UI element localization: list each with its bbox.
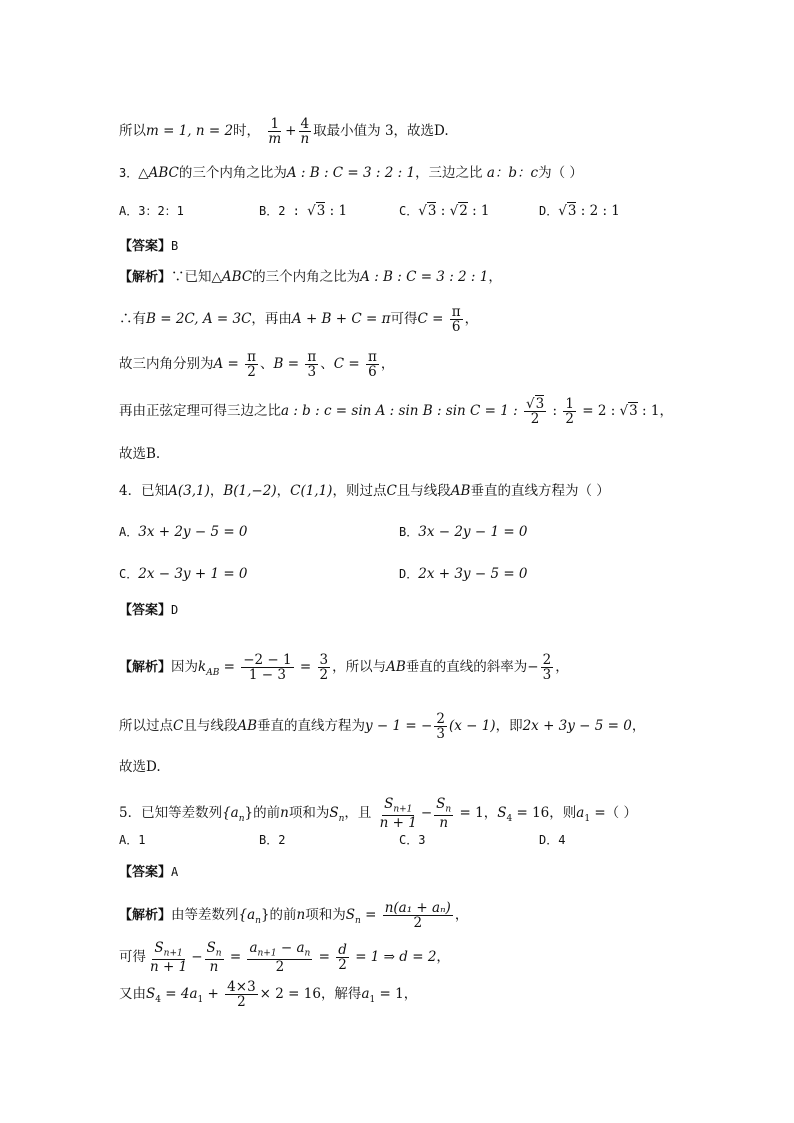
question-5-stem: 5．已知等差数列$\{a_n\}$的前n项和为$S_n$，且 $\frac{S_{n+1}}{n + 1}$ − $\frac{S_n}{n}$ = 1，$S_4 = 16$，则$a_1$ =（ ） — [119, 796, 637, 832]
text: 所以 — [119, 123, 146, 140]
q4-analysis-1: 【解析】因为$k_{AB}$ = $\frac{-2 - 1}{1 - 3}$ = $\frac{3}{2}$ ，所以与AB垂直的直线的斜率为− $\frac{2}{3}$ ， — [119, 652, 569, 684]
prev-conclusion-line — [119, 117, 449, 146]
q4-option-c: C．2x − 3y + 1 = 0 — [119, 566, 248, 582]
q5-option-b: B．2 — [259, 833, 286, 847]
question-4-stem: 4．已知A(3,1)，B(1,−2)，C(1,1)，则过点C且与线段AB垂直的直线方程为（ ） — [119, 483, 610, 499]
fraction-1-m: $\frac{1}{m}$ — [268, 116, 282, 148]
q4-answer: 【答案】D — [119, 603, 179, 618]
q3-answer: 【答案】B — [119, 239, 179, 254]
q3-analysis-1: 【解析】∵已知△ABC的三个内角之比为A : B : C = 3 : 2 : 1， — [119, 269, 502, 285]
q4-option-d: D．2x + 3y − 5 = 0 — [399, 566, 528, 582]
q4-option-b: B．3x − 2y − 1 = 0 — [399, 524, 528, 540]
q5-analysis-1: 【解析】由等差数列$\{a_n\}$的前n项和为$S_n$ = $\frac{\text{n(a₁ + aₙ)}}{2}$ ， — [119, 900, 469, 932]
plus: + — [285, 123, 297, 140]
fraction-4-n: $\frac{4}{n}$ — [300, 116, 310, 148]
q3-option-d: D．√3 : 2 : 1 — [539, 203, 620, 219]
q4-analysis-3: 故选D. — [119, 759, 161, 775]
text: 时， — [233, 123, 261, 140]
q3-option-b: B．2 : √3 : 1 — [259, 203, 348, 219]
math: m = 1, n = 2 — [146, 123, 234, 140]
q3-analysis-5: 故选B. — [119, 446, 161, 462]
q5-option-a: A．1 — [119, 833, 146, 847]
q5-analysis-3: 又由$S_4 = 4a_1$ + $\frac{4\times 3}{2}$ × 2 = 16，解得$a_1 = 1$， — [119, 979, 418, 1011]
question-3-stem: 3．△ABC的三个内角之比为A : B : C = 3 : 2 : 1，三边之比 a：b：c为（ ） — [119, 165, 583, 181]
q3-analysis-2: ∴有B = 2C, A = 3C，再由A + B + C = π可得C = $\frac{\pi}{6}$ ， — [119, 304, 479, 336]
q4-analysis-2: 所以过点C且与线段AB垂直的直线方程为y − 1 = − $\frac{2}{3}$ (x − 1)，即2x + 3y − 5 = 0， — [119, 711, 646, 743]
q5-option-d: D．4 — [539, 833, 566, 847]
q5-analysis-2: 可得 $\frac{S_{n+1}}{n + 1}$ − $\frac{S_n}{n}$ = $\frac{a_{n+1} - a_n}{2}$ = $\frac{d}{2}$ = 1 ⇒ d = 2， — [119, 940, 450, 976]
q5-answer: 【答案】A — [119, 865, 179, 880]
text: 取最小值为 3，故选D. — [313, 123, 449, 140]
q3-analysis-4: 再由正弦定理可得三边之比a : b : c = sin A : sin B : sin C = 1 : $\frac{√3}{2}$ : $\frac{1}{2}$ = 2 : √3 : 1， — [119, 396, 673, 428]
q5-option-c: C．3 — [399, 833, 426, 847]
q3-analysis-3: 故三内角分别为A = $\frac{\pi}{2}$ 、B = $\frac{\pi}{3}$ 、C = $\frac{\pi}{6}$ ， — [119, 349, 395, 381]
q3-option-c: C．√3 : √2 : 1 — [399, 203, 490, 219]
q4-option-a: A．3x + 2y − 5 = 0 — [119, 524, 248, 540]
q3-option-a: A．3：2：1 — [119, 204, 184, 218]
